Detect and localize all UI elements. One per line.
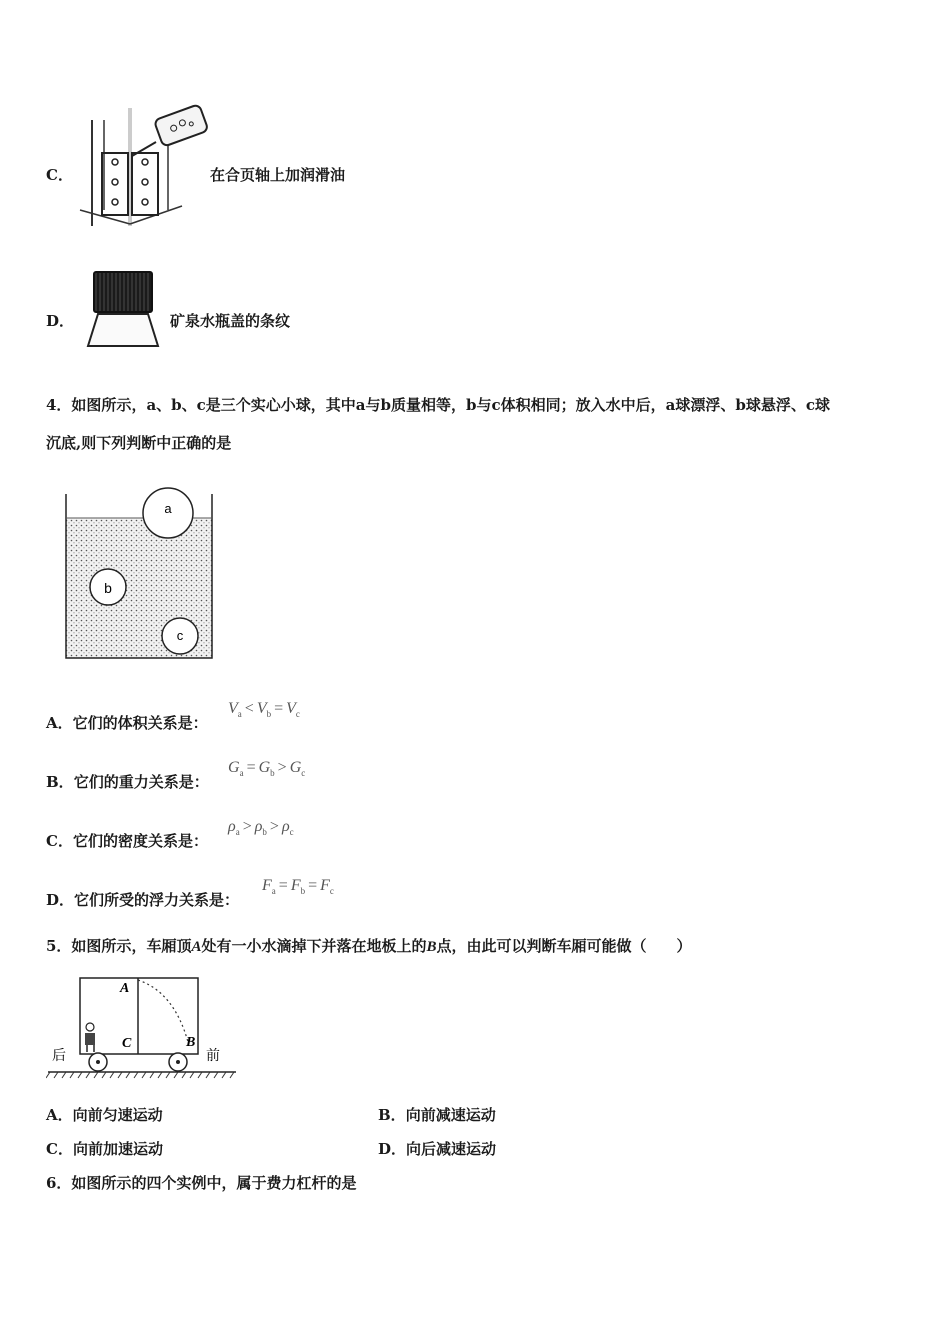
train-car-figure — [46, 972, 240, 1080]
point-c-label: C — [122, 1036, 132, 1051]
q4-option-b: B．它们的重力关系是： — [46, 773, 209, 791]
q4-option-a-formula: $V_a < V_b = V_c$ — [228, 700, 300, 720]
q4-option-a: A．它们的体积关系是： — [46, 714, 208, 732]
front-label: 前 — [206, 1048, 220, 1064]
q4-stem-line2: 沉底,则下列判断中正确的是 — [46, 434, 232, 452]
hinge-oil-figure — [70, 98, 220, 230]
q5-option-b: B．向前减速运动 — [378, 1106, 496, 1124]
option-c-letter: C． — [46, 166, 73, 184]
q6-stem: 6．如图所示的四个实例中，属于费力杠杆的是 — [46, 1174, 357, 1192]
q4-option-c: C．它们的密度关系是： — [46, 832, 208, 850]
ball-c-label: c — [176, 628, 184, 643]
ball-b-label: b — [104, 580, 112, 596]
q4-stem-line1: 4．如图所示，a、b、c是三个实心小球，其中a与b质量相等，b与c体积相同；放入水中后，a球漂浮、b球悬浮、c球 — [46, 396, 830, 414]
point-b-label: B — [186, 1035, 196, 1050]
back-label: 后 — [52, 1048, 66, 1064]
point-a-label: A — [120, 981, 130, 996]
bottle-cap-figure — [84, 268, 164, 350]
q5-option-c: C．向前加速运动 — [46, 1140, 163, 1158]
option-d-letter: D． — [46, 312, 75, 330]
option-d-text: 矿泉水瓶盖的条纹 — [170, 312, 291, 330]
q4-option-d: D．它们所受的浮力关系是： — [46, 891, 240, 909]
q5-option-a: A．向前匀速运动 — [46, 1106, 163, 1124]
q5-stem: 5．如图所示，车厢顶A处有一小水滴掉下并落在地板上的B点，由此可以判断车厢可能做（ ） — [46, 937, 692, 955]
q5-option-d: D．向后减速运动 — [378, 1140, 497, 1158]
ball-a-label: a — [164, 501, 172, 516]
option-c-text: 在合页轴上加润滑油 — [210, 166, 346, 184]
q4-option-d-formula: $F_a = F_b = F_c$ — [262, 877, 334, 897]
balls-in-water-figure — [60, 484, 220, 664]
q4-option-c-formula: $\rho_a > \rho_b > \rho_c$ — [228, 818, 294, 838]
q4-option-b-formula: $G_a = G_b > G_c$ — [228, 759, 306, 779]
